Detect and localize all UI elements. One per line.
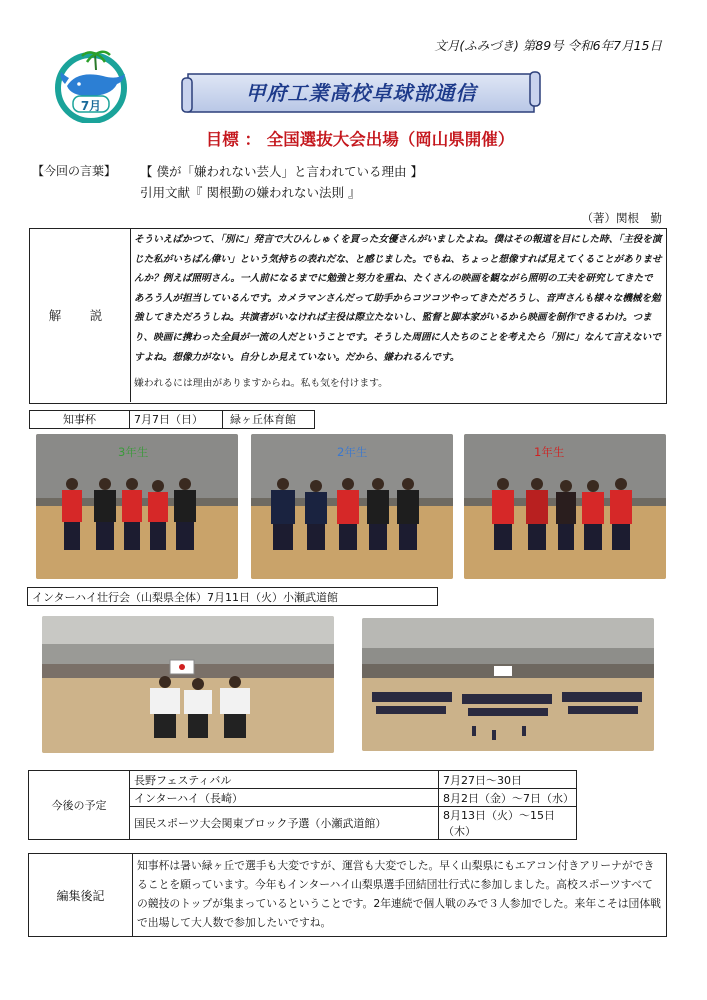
postscript-text: 知事杯は暑い緑ヶ丘で選手も大変ですが、運営も大変でした。早く山梨県にもエアコン付きアリーナができることを願っています。今年もインターハイ山梨県選手団結団壮行式に参加しました。高校スポーツすべての競技のトップが集まっているということです。2年連続で個人戦のみで３人参加でした。来年こそは団体戦で出場して大人数で参加したいですね。 — [133, 854, 667, 937]
grade-label-2-text: 2年生 — [337, 445, 368, 459]
words-source: 引用文献『 関根勤の嫌われない法則 』 — [140, 185, 361, 200]
newsletter-title: 甲府工業高校卓球部通信 — [245, 81, 477, 105]
cup-info — [29, 410, 315, 429]
grade-label-2 — [337, 444, 367, 460]
explanation-text: そういえばかつて、「別に」発言で大ひんしゅくを買った女優さんがいましたよね。僕はその報道を目にした時、「主役を演じた私がいちばん偉い」という気持ちの表れだな、と感じました。でもね、ちょっと想像すれば見えてくることがありませんか？例えば照明さん。一人前になるまでに勉強と努力を重ね、たくさんの映画を観ながら照明の工夫を研究してきたであろう人が担当しているんです。カメラマンさんだって助手からコツコツやってきただろうし、音声さんも様々な機械を勉強してきただろうしね。共演者がいなければ主役は際立たないし、監督と脚本家がいるから映画を制作できるわけ。つまり、映画に携わった全員が一流の人だということです。そうした周囲に人たちのことを考えたら「別に」なんて言えないですよね。想像力がない。自分しか見えていない。だから、嫌われるんです。 — [134, 234, 662, 363]
grade-label-1-text: 1年生 — [534, 445, 565, 459]
schedule-table — [28, 770, 577, 840]
interhigh-caption: インターハイ壮行会（山梨県全体）7月11日（火）小瀬武道館 — [27, 587, 438, 606]
goal-heading: 目標 ： 全国選抜大会出場（岡山県開催） — [205, 130, 515, 149]
team-photo-2nd-year — [251, 434, 453, 579]
schedule-label: 今後の予定 — [29, 771, 130, 840]
author: （著）関根 勤 — [581, 211, 662, 225]
explanation-label — [29, 228, 131, 402]
words-label: 【今回の言葉】 — [32, 164, 117, 178]
schedule-date: 8月13日（火）～15日（木） — [439, 807, 577, 840]
postscript-label: 編集後記 — [29, 854, 133, 937]
logo-month: 7月 — [80, 99, 102, 113]
cup-venue: 緑ヶ丘体育館 — [230, 413, 296, 426]
team-photo-1st-year — [464, 434, 666, 579]
schedule-date: 8月2日（金）～7日（水） — [439, 789, 577, 807]
newsletter-banner — [180, 70, 542, 116]
issue-line: 文月(ふみづき) 第89号 令和6年7月15日 — [434, 38, 662, 53]
cup-name: 知事杯 — [30, 411, 130, 428]
table-row — [29, 854, 667, 937]
cup-date: 7月7日（日） — [134, 411, 223, 428]
grade-label-3 — [118, 444, 148, 460]
schedule-event: 国民スポーツ大会関東ブロック予選（小瀬武道館） — [130, 807, 439, 840]
grade-label-3-text: 3年生 — [118, 445, 149, 459]
schedule-event: 長野フェスティバル — [130, 771, 439, 789]
postscript-table — [28, 853, 667, 937]
grade-label-1 — [534, 444, 564, 460]
schedule-date: 7月27日～30日 — [439, 771, 577, 789]
ceremony-photo-hall — [362, 618, 654, 751]
team-photo-3rd-year — [36, 434, 238, 579]
explanation-label-text: 解 説 — [48, 308, 111, 323]
words-title: 【 僕が「嫌われない芸人」と言われている理由 】 — [140, 164, 423, 179]
explanation-note: 嫌われるには理由がありますからね。私も気を付けます。 — [134, 378, 388, 389]
schedule-event: インターハイ（長崎） — [130, 789, 439, 807]
ceremony-photo-players — [42, 616, 334, 753]
newsletter-logo — [49, 48, 144, 123]
table-row — [29, 771, 577, 789]
